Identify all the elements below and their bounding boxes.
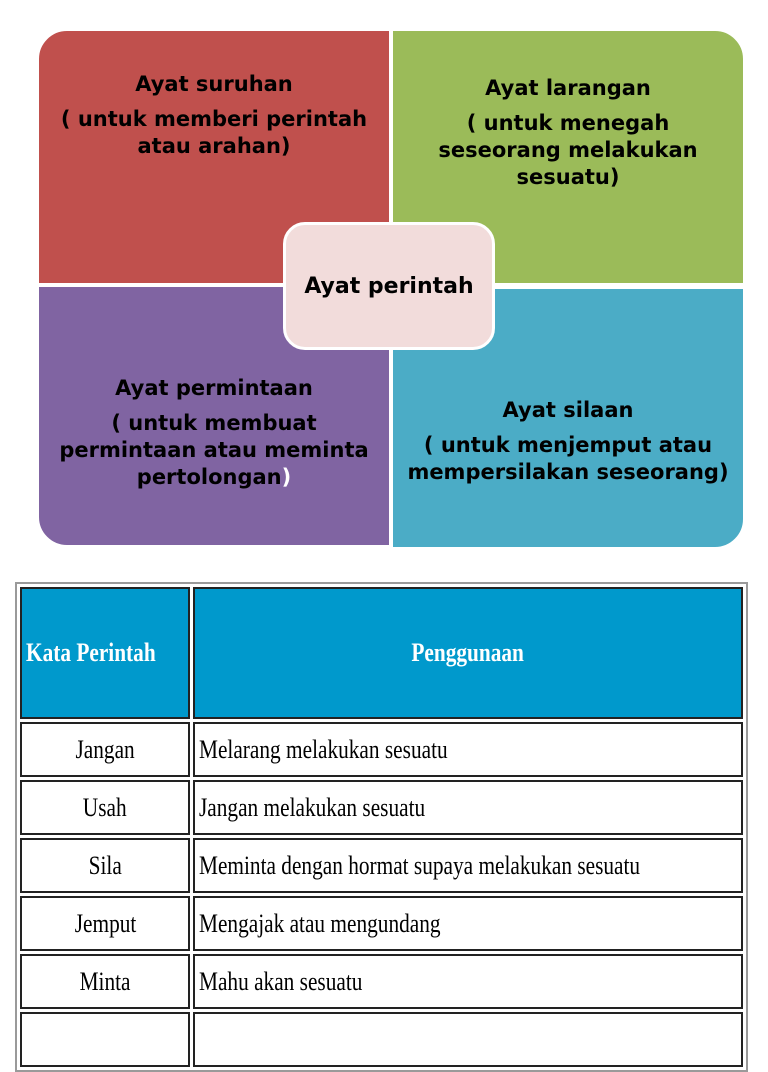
table-row	[20, 896, 743, 951]
table-header-row	[20, 587, 743, 719]
cell-penggunaan	[193, 954, 743, 1009]
quadrant-title: Ayat suruhan	[135, 72, 293, 96]
header-label: Kata Perintah	[26, 638, 156, 667]
table-row	[20, 722, 743, 777]
command-words-table	[15, 582, 748, 1072]
cell-text: Usah	[83, 792, 127, 822]
cell-kata-perintah	[20, 896, 190, 951]
cell-text: Jangan melakukan sesuatu	[199, 792, 426, 822]
quadrant-title: Ayat permintaan	[115, 376, 313, 400]
cell-penggunaan	[193, 896, 743, 951]
cell-text: Melarang melakukan sesuatu	[199, 734, 448, 764]
quadrant-description	[39, 410, 389, 491]
table-row	[20, 838, 743, 893]
closing-parenthesis: )	[281, 464, 292, 489]
cell-kata-perintah	[20, 954, 190, 1009]
header-penggunaan	[193, 587, 743, 719]
cell-kata-perintah	[20, 838, 190, 893]
header-kata-perintah	[20, 587, 190, 719]
command-sentence-diagram	[37, 29, 745, 547]
quadrant-description-text: ( untuk membuat permintaan atau meminta pertolongan	[59, 410, 369, 489]
cell-text: Sila	[88, 850, 122, 880]
cell-text: Mengajak atau mengundang	[199, 908, 441, 938]
header-label: Penggunaan	[411, 638, 525, 667]
quadrant-title: Ayat silaan	[502, 398, 634, 422]
center-label-ayat-perintah: Ayat perintah	[283, 222, 495, 350]
quadrant-description: ( untuk memberi perintah atau arahan)	[60, 106, 368, 158]
cell-text: Minta	[79, 966, 131, 996]
cell-kata-perintah	[20, 1012, 190, 1067]
table-row	[20, 1012, 743, 1067]
quadrant-description: ( untuk menegah seseorang melakukan sesuatu)	[438, 110, 698, 189]
cell-kata-perintah	[20, 780, 190, 835]
cell-penggunaan	[193, 722, 743, 777]
quadrant-title: Ayat larangan	[485, 76, 651, 100]
cell-penggunaan	[193, 780, 743, 835]
cell-text: Jangan	[75, 734, 135, 764]
table-row	[20, 954, 743, 1009]
cell-text: Meminta dengan hormat supaya melakukan sesuatu	[199, 850, 641, 880]
cell-penggunaan	[193, 1012, 743, 1067]
cell-penggunaan	[193, 838, 743, 893]
cell-text: Jemput	[74, 908, 136, 938]
quadrant-description: ( untuk menjemput atau mempersilakan seseorang)	[407, 432, 729, 484]
table-row	[20, 780, 743, 835]
cell-text: Mahu akan sesuatu	[199, 966, 363, 996]
cell-kata-perintah	[20, 722, 190, 777]
table-body	[20, 722, 743, 1067]
